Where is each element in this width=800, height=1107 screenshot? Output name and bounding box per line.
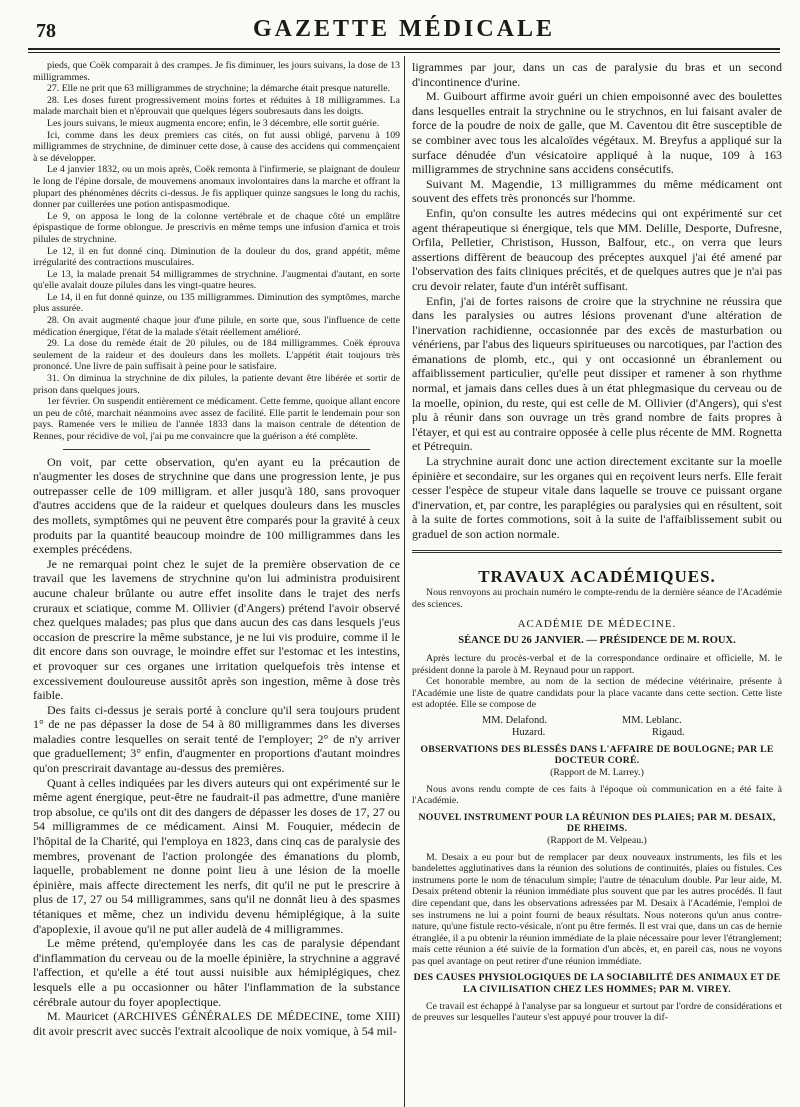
body-paragraph: ligrammes par jour, dans un cas de paralysie du bras et un second d'incontinence d'urine.: [412, 60, 782, 89]
report-paragraph: Ce travail est échappé à l'analyse par sa longueur et surtout par l'ordre de considérations et de preuves sur lesquelles l'auteur s'est appuyé pour trouver la dif-: [412, 1000, 782, 1024]
discussion-continued: [412, 60, 782, 542]
candidate-name: Huzard.: [512, 727, 546, 739]
right-column: [412, 60, 782, 1107]
body-paragraph: Suivant M. Magendie, 13 milligrammes du même médicament ont souvent des effets très prononcés sur l'homme.: [412, 176, 782, 206]
body-paragraph: Enfin, qu'on consulte les autres médecins qui ont expérimenté sur cet agent thérapeutique si énergique, tels que MM. Delille, Desporte, Dufresne, Orfila, Pelletier, Christison, Husson, Balfour, etc., on verra que leurs assertions diffèrent de beaucoup des préceptes auxquel j'ai été amené par l'observation des faits cliniques précités, et de quelques autres que je n'ai pas cru devoir relater, faute d'un intérêt suffisant.: [412, 205, 782, 293]
case-paragraph: Le 9, on apposa le long de la colonne vertébrale et de chaque côté un emplâtre épispastique de forme oblongue. Je prescrivis en même temps une infusion d'arnica et trois pilules de strychnine.: [33, 210, 400, 245]
candidate-name: MM. Delafond.: [482, 714, 547, 726]
case-paragraph: Le 13, la malade prenait 54 milligrammes de strychnine. J'augmentai d'autant, en sorte qu'elle avalait douze pilules dans les vingt-quatre heures.: [33, 268, 400, 292]
case-paragraph: 28. Les doses furent progressivement moins fortes et réduites à 18 milligrammes. La malade marchait bien et n'éprouvait que quelques légers soubresauts dans les doigts.: [33, 94, 400, 118]
page-title: GAZETTE MÉDICALE: [252, 16, 556, 42]
case-paragraph: Ici, comme dans les deux premiers cas cités, on fut aussi obligé, parvenu à 109 milligrammes de strychnine, de diminuer cette dose, à cause des accidens qui commençaient à se développer.: [33, 129, 400, 164]
body-paragraph: Je ne remarquai point chez le sujet de la première observation de ce travail que les lavemens de strychnine qu'on lui administra produisirent aucune chaleur brûlante ou autre effet insolite dans le trajet des nerfs cruraux et sciatique, comme M. Ollivier (d'Angers) prétend l'avoir observé chez quelques malades; pas plus que dans aucun des cas dans lesquels j'eus occasion de prescrire la même substance, je ne lui vis produire, comme il le dit encore dans son ouvrage, le moindre effet sur l'estomac et les intestins, et provoquer sur ces organes une irritation quelquefois très intense et excessivement douloureuse aussitôt après son ingestion, même à dose très faible.: [33, 556, 400, 703]
candidate-list: [412, 711, 782, 744]
report-paragraph: Nous avons rendu compte de ces faits à l'époque où communication en a été faite à l'Académie.: [412, 783, 782, 807]
case-paragraph: 31. On diminua la strychnine de dix pilules, la patiente devant être libérée et sortir de prison dans quelques jours.: [33, 373, 400, 396]
body-paragraph: Le même prétend, qu'employée dans les cas de paralysie dépendant d'inflammation du cerveau ou de la moelle épinière, la strychnine a aggravé l'affection, et qu'elle a été tout aussi nuisible aux hémiplégiques, chez lesquels elle a pu occasionner ou hâter l'inflammation de la substance cérébrale autour du foyer apoplectique.: [33, 936, 400, 1009]
body-paragraph: Enfin, j'ai de fortes raisons de croire que la strychnine ne réussira que dans les paralysies ou autres lésions provenant d'une altération de l'inervation rachidienne, occasionnée par des excès de masturbation ou vénériens, par l'abus des liqueurs spiritueuses ou narcotiques, par l'action des émanations de plomb, etc., qui y ont occasionné un ébranlement ou affaiblissement particulier, qu'elle peut dissiper et ramener à son rhythme normal, et jamais dans celles dues à un état phlegmasique du cerveau ou de la moelle, opinion, du reste, qui est celle de M. Ollivier (d'Angers), qui s'est plu à réunir dans son ouvrage un très grand nombre de faits propres à l'étayer, et qui est au contraire opposée à celle plus récente de MM. Rognetta et Pétrequin.: [412, 293, 782, 454]
report-paragraph: M. Desaix a eu pour but de remplacer par deux nouveaux instruments, les fils et les bandelettes agglutinatives dans la réunion des solutions de continuités, plaies ou fistules. Ces instrumens porte le nom de ténaculum simple; l'autre de ténaculum double. Par leur aide, M. Desaix prétend obtenir la réunion immédiate plus souvent que par les autres procédés. Il faut dire cependant que, dans les observations adressées par M. Desaix à l'Académie, l'emploi de ses instrumens ne lui a point fourni de beaux résultats. Nous noterons qu'un anus contre-nature, qu'une fistule recto-vésicale, n'ont pu être fermés. Il est vrai que, dans un cas de hernie étranglée, il a pu obtenir la réunion immédiate de la plaie nécessaire pour lever l'étranglement; mais cette réunion a été suivie de la formation d'un abcès, et, en pareil cas, nous ne voyons pas quel avantage on peut retirer d'une réunion immédiate.: [412, 851, 782, 967]
intro-paragraph: Nous renvoyons au prochain numéro le compte-rendu de la dernière séance de l'Académie des sciences.: [412, 587, 782, 610]
report-author: (Rapport de M. Larrey.): [550, 766, 644, 778]
report-author: (Rapport de M. Velpeau.): [547, 834, 647, 846]
case-paragraph: Le 12, il en fut donné cinq. Diminution de la douleur du dos, grand appétit, même irrégularité des contractions musculaires.: [33, 245, 400, 269]
body-paragraph: Des faits ci-dessus je serais porté à conclure qu'il sera toujours prudent 1° de ne pas dépasser la dose de 54 à 80 milligrammes dans les diverses maladies contre lesquelles on serait tenté de l'employer; 2° de n'y arriver que graduellement; 3° enfin, d'augmenter en proportions d'autant moindres qu'on prescrirait davantage au-dessus des premières.: [33, 702, 400, 776]
case-paragraph: Le 14, il en fut donné quinze, ou 135 milligrammes. Diminution des symptômes, marche plus assurée.: [33, 291, 400, 315]
report-title: OBSERVATIONS DES BLESSÉS DANS L'AFFAIRE DE BOULOGNE; PAR LE DOCTEUR CORÉ.: [420, 743, 774, 767]
header-rule-bottom: [28, 52, 780, 53]
page-number: 78: [36, 20, 56, 42]
academy-heading: ACADÉMIE DE MÉDECINE.: [517, 618, 677, 631]
candidate-name: Rigaud.: [652, 727, 685, 739]
report-title: NOUVEL INSTRUMENT POUR LA RÉUNION DES PLAIES; PAR M. DESAIX, DE RHEIMS.: [418, 811, 776, 835]
case-paragraph: pieds, que Coëk comparait à des crampes. Je fis diminuer, les jours suivans, la dose de 13 milligrammes.: [33, 60, 400, 83]
case-paragraph: 1er février. On suspendit entièrement ce médicament. Cette femme, quoique allant encore un peu de côté, marchait néanmoins avec assez de facilité. Elle partit le lendemain pour son pays. Ramenée vers le milieu de l'année 1833 dans la maison centrale de détention de Rennes, pour récidive de vol, j'ai pu me convaincre que la guérison a été complète.: [33, 396, 400, 442]
column-divider: [404, 56, 405, 1107]
case-paragraph: Le 4 janvier 1832, ou un mois après, Coëk remonta à l'infirmerie, se plaignant de douleur le long de l'épine dorsale, de mouvemens anomaux involontaires dans la marche et offrant la plupart des phénomènes décrits ci-dessus. Je fis appliquer quinze sangsues le long du rachis, donner par cuillerées une potion antispasmodique.: [33, 164, 400, 211]
section-heading: TRAVAUX ACADÉMIQUES.: [478, 566, 716, 586]
case-paragraph: 29. La dose du remède était de 20 pilules, ou de 184 milligrammes. Coëk éprouva seulement de la raideur et des douleurs dans les mollets. L'appétit était toujours très prononcé. Une livre de pain suffisait à peine pour le satisfaire.: [33, 338, 400, 373]
header-rule-top: [28, 48, 780, 50]
seance-paragraph: Après lecture du procès-verbal et de la correspondance ordinaire et officielle, M. le président donne la parole à M. Reynaud pour un rapport.: [412, 653, 782, 676]
page-header: [28, 14, 780, 44]
body-paragraph: La strychnine aurait donc une action directement excitante sur la moelle épinière et secondaire, sur les organes qui en reçoivent leurs nerfs. Elle ferait cesser l'espèce de stupeur vitale dans laquelle se trouve ce puissant organe d'inervation, et, par contre, les paraplégies ou paralysies qui en résultent, soit à la suite de fortes commotions, soit à la suite de l'affaiblissement subit ou graduel de son action normale.: [412, 454, 782, 541]
body-paragraph: On voit, par cette observation, qu'en ayant eu la précaution de n'augmenter les doses de strychnine que dans une progression lente, je pus outrepasser celle de 109 milligram. et aller jusqu'à 180, sans provoquer d'autres accidens que de la raideur et quelques douleurs dans les muscles des mollets, symptômes qui ne peuvent être comparés pour la gravité à ceux produits par la quantité beaucoup moindre de 100 milligrammes dans les exemples précédens.: [33, 454, 400, 557]
body-paragraph: M. Guibourt affirme avoir guéri un chien empoisonné avec des boulettes dans lesquelles entrait la strychnine ou le strychnos, en lui faisant avaler de force de la poudre de noix de galle, que M. Caventou dit être susceptible de se combiner avec tous les alcaloïdes végétaux. M. Breyfus a appliqué sur la surface dénudée d'un vésicatoire appliqué à la nuque, 109 à 163 milligrammes de strychnine sans accidens consécutifs.: [412, 89, 782, 177]
report-title: DES CAUSES PHYSIOLOGIQUES DE LA SOCIABILITÉ DES ANIMAUX ET DE LA CIVILISATION CHEZ LES HOMMES; PAR M. VIREY.: [413, 972, 781, 996]
candidate-name: MM. Leblanc.: [622, 714, 682, 726]
case-paragraph: Les jours suivans, le mieux augmenta encore; enfin, le 3 décembre, elle sortit guérie.: [47, 117, 380, 129]
left-column: [33, 60, 400, 1107]
body-paragraph: M. Mauricet (ARCHIVES GÉNÉRALES DE MÉDECINE, tome XIII) dit avoir prescrit avec succès l'extrait alcoolique de noix vomique, à 54 mil-: [33, 1009, 400, 1038]
body-paragraph: Quant à celles indiquées par les divers auteurs qui ont expérimenté sur le même agent énergique, peut-être ne faudrait-il pas admettre, d'une manière trop absolue, ce qu'ils ont dit des dangers de dépasser les doses de 17, 27 ou 54 milligrammes de ce médicament. Ainsi M. Fouquier, médecin de l'hôpital de la Charité, qui l'employa en 1823, dans cinq cas de paralysie des membres, provenant de l'action prolongée des émanations du plomb, laquelle, probablement ne donne point lieu à une lésion de la moelle épinière, mais affecte directement les nerfs, dit qu'il ne put le prescrire à plus de 17, 27 ou 54 milligrammes, sans qu'il ne donnât lieu à des spasmes tétaniques et même, chez un individu devenu hémiplégique, à la suite d'apoplexie, il avoue qu'il ne put aller audelà de 4 milligrammes.: [33, 775, 400, 936]
seance-paragraph: Cet honorable membre, au nom de la section de médecine vétérinaire, présente à l'Académie une liste de quatre candidats pour la place vacante dans cette section. Cette liste est adoptée. Elle se compose de: [412, 676, 782, 711]
case-paragraph: 27. Elle ne prit que 63 milligrammes de strychnine; la démarche était presque naturelle.: [47, 83, 391, 95]
discussion: [33, 455, 400, 1039]
section-double-rule: [412, 550, 782, 553]
case-notes: [33, 60, 400, 443]
case-paragraph: 28. On avait augmenté chaque jour d'une pilule, en sorte que, sous l'influence de cette médication énergique, l'état de la malade s'était réellement amélioré.: [33, 315, 400, 338]
seance-heading: SÉANCE DU 26 JANVIER. — PRÉSIDENCE DE M. ROUX.: [458, 634, 736, 646]
